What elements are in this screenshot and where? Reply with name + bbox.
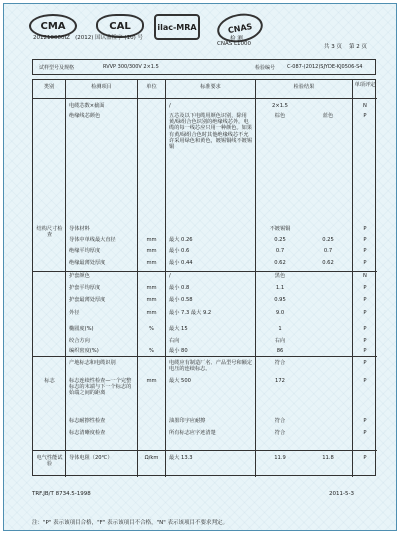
header-result: 检验结果 <box>293 84 315 90</box>
row-standard: 右向 <box>169 338 180 344</box>
row-result-2: 0.25 <box>322 237 334 243</box>
row-result-1: 9.0 <box>275 310 285 316</box>
header-item: 检测项目 <box>91 84 112 90</box>
sample-name-label: 试样型号及规格 <box>39 65 75 71</box>
row-unit: Ω/km <box>144 455 159 461</box>
row-category: 结构尺寸检查 <box>36 226 63 239</box>
row-grade: P <box>363 430 367 436</box>
row-item: 标志连续性检查—一个完整标志的末端与下一个标志的始端之间的距离 <box>69 378 132 397</box>
row-result-2: 0.7 <box>323 248 333 254</box>
row-grade: P <box>363 338 367 344</box>
row-item: 电缆芯数×截面 <box>69 103 105 109</box>
row-unit: mm <box>146 260 157 266</box>
test-table <box>32 79 376 476</box>
row-result-1: 0.62 <box>274 260 286 266</box>
row-unit: mm <box>146 285 157 291</box>
row-grade: P <box>363 310 367 316</box>
row-item: 编织密度(%) <box>69 348 99 354</box>
row-result-1: 棕色 <box>274 113 286 119</box>
row-standard: 所有标志应字迹清楚 <box>169 430 216 436</box>
cnas-number: CNAS L1000 <box>217 41 252 47</box>
sample-header-row <box>32 59 376 75</box>
row-standard: 最小 0.44 <box>169 260 193 266</box>
row-item: 椭圆度(%) <box>69 326 94 332</box>
test-report-page <box>3 3 397 531</box>
header-category: 类别 <box>43 84 55 90</box>
row-standard: 最大 15 <box>169 326 188 332</box>
report-number-label: 检验编号 <box>255 65 276 71</box>
row-grade: P <box>363 113 367 119</box>
row-result-1: 右向 <box>274 338 286 344</box>
row-grade: P <box>363 297 367 303</box>
cnas-logo: CNAS <box>215 10 265 46</box>
row-standard: 最小 0.6 <box>169 248 190 254</box>
row-grade: P <box>363 260 367 266</box>
row-grade: P <box>363 326 367 332</box>
cal-logo: CAL <box>96 14 144 38</box>
header-grade: 单项评定 <box>354 82 376 88</box>
row-item: 产地标志和电缆识别 <box>69 360 116 366</box>
row-result-1: 不镀锡铜 <box>269 226 291 232</box>
row-result-1: 黑色 <box>274 273 286 279</box>
report-number-value: C-087-(2012)SJYDE-KJ0506-S4 <box>287 64 363 70</box>
row-standard: 油墨印字应耐擦 <box>169 418 206 424</box>
sample-name-value: RVVP 300/300V 2×1.5 <box>103 64 159 70</box>
certification-line: 201210000IZ (2012) 国认监检字 (10) 号 <box>33 35 143 41</box>
header-unit: 单位 <box>146 84 157 90</box>
ilac-mra-logo: ilac-MRA <box>154 14 200 40</box>
row-result-1: 0.95 <box>274 297 286 303</box>
row-standard: 最小 0.8 <box>169 285 190 291</box>
row-grade: P <box>363 455 367 461</box>
inspection-label: 检 测 <box>230 36 243 42</box>
row-standard: 最小 0.58 <box>169 297 193 303</box>
row-item: 导体材料 <box>69 226 90 232</box>
row-item: 外径 <box>69 310 80 316</box>
row-result-1: 符合 <box>274 418 286 424</box>
row-result-1: 符合 <box>274 360 286 366</box>
row-item: 标志清晰度检查 <box>69 430 106 436</box>
row-grade: N <box>363 273 367 279</box>
row-result-1: 2×1.5 <box>272 103 288 109</box>
row-result-1: 0.25 <box>274 237 286 243</box>
row-unit: % <box>149 326 154 332</box>
row-item: 护套平均厚度 <box>69 285 101 291</box>
row-result-1: 86 <box>276 348 284 354</box>
row-unit: mm <box>146 378 157 384</box>
row-result-1: 1.1 <box>275 285 285 291</box>
row-result-1: 11.9 <box>274 455 286 461</box>
row-unit: mm <box>146 297 157 303</box>
row-item: 护套最薄处厚度 <box>69 297 106 303</box>
row-standard: / <box>169 103 171 109</box>
row-item: 绝缘平均厚度 <box>69 248 101 254</box>
row-grade: P <box>363 348 367 354</box>
row-grade: P <box>363 378 367 384</box>
footer-date: 2011-5-3 <box>329 491 354 497</box>
row-standard: 最小 80 <box>169 348 188 354</box>
row-item: 绞合方向 <box>69 338 90 344</box>
page-number: 共 3 页 第 2 页 <box>324 44 367 50</box>
row-standard: 最大 13.3 <box>169 455 193 461</box>
header-standard: 标准要求 <box>200 84 221 90</box>
row-standard: 最小 7.3 最大 9.2 <box>169 310 212 316</box>
row-item: 导体电阻（20℃） <box>69 455 113 461</box>
cma-logo: CMA <box>29 14 77 38</box>
row-unit: % <box>149 348 154 354</box>
row-grade: P <box>363 360 367 366</box>
row-category: 标志 <box>44 378 55 384</box>
row-result-1: 符合 <box>274 430 286 436</box>
footer-standard: TRF.JB/T 8734.5-1998 <box>32 491 91 497</box>
row-standard: / <box>169 273 171 279</box>
row-item: 标志耐擦性检查 <box>69 418 106 424</box>
row-item: 绝缘最薄处厚度 <box>69 260 106 266</box>
row-result-2: 0.62 <box>322 260 334 266</box>
row-grade: P <box>363 237 367 243</box>
row-result-1: 172 <box>275 378 285 384</box>
row-category: 电气性能试验 <box>36 455 63 468</box>
row-grade: P <box>363 285 367 291</box>
row-unit: mm <box>146 237 157 243</box>
row-standard: 五芯及以下电缆用颜色识别，除用黄/绿组合色识别的绝缘线芯外，电缆的每一线芯应只用一种颜色。如果有黄/绿组合色时其他绝缘线芯不允许采用绿色和黄色，镀锡铜线不镀锡铜 <box>169 113 253 151</box>
row-standard: 电缆应有制造厂名、产品型号和额定电压的连续标志。 <box>169 360 253 373</box>
row-standard: 最大 500 <box>169 378 191 384</box>
row-unit: mm <box>146 310 157 316</box>
row-result-2: 蓝色 <box>322 113 334 119</box>
row-result-1: 0.7 <box>275 248 285 254</box>
row-item: 护套颜色 <box>69 273 90 279</box>
row-grade: P <box>363 418 367 424</box>
row-item: 绝缘线芯颜色 <box>69 113 101 119</box>
row-standard: 最大 0.26 <box>169 237 193 243</box>
row-unit: mm <box>146 248 157 254</box>
row-item: 导体中单线最大直径 <box>69 237 116 243</box>
row-result-2: 11.8 <box>322 455 334 461</box>
row-result-1: 1 <box>278 326 282 332</box>
row-grade: P <box>363 226 367 232</box>
footer-remark: 注："P" 表示该项目合格，"F" 表示该项目不合格，"N" 表示该项目不要求判定。 <box>32 520 229 526</box>
row-grade: P <box>363 248 367 254</box>
row-grade: N <box>363 103 367 109</box>
